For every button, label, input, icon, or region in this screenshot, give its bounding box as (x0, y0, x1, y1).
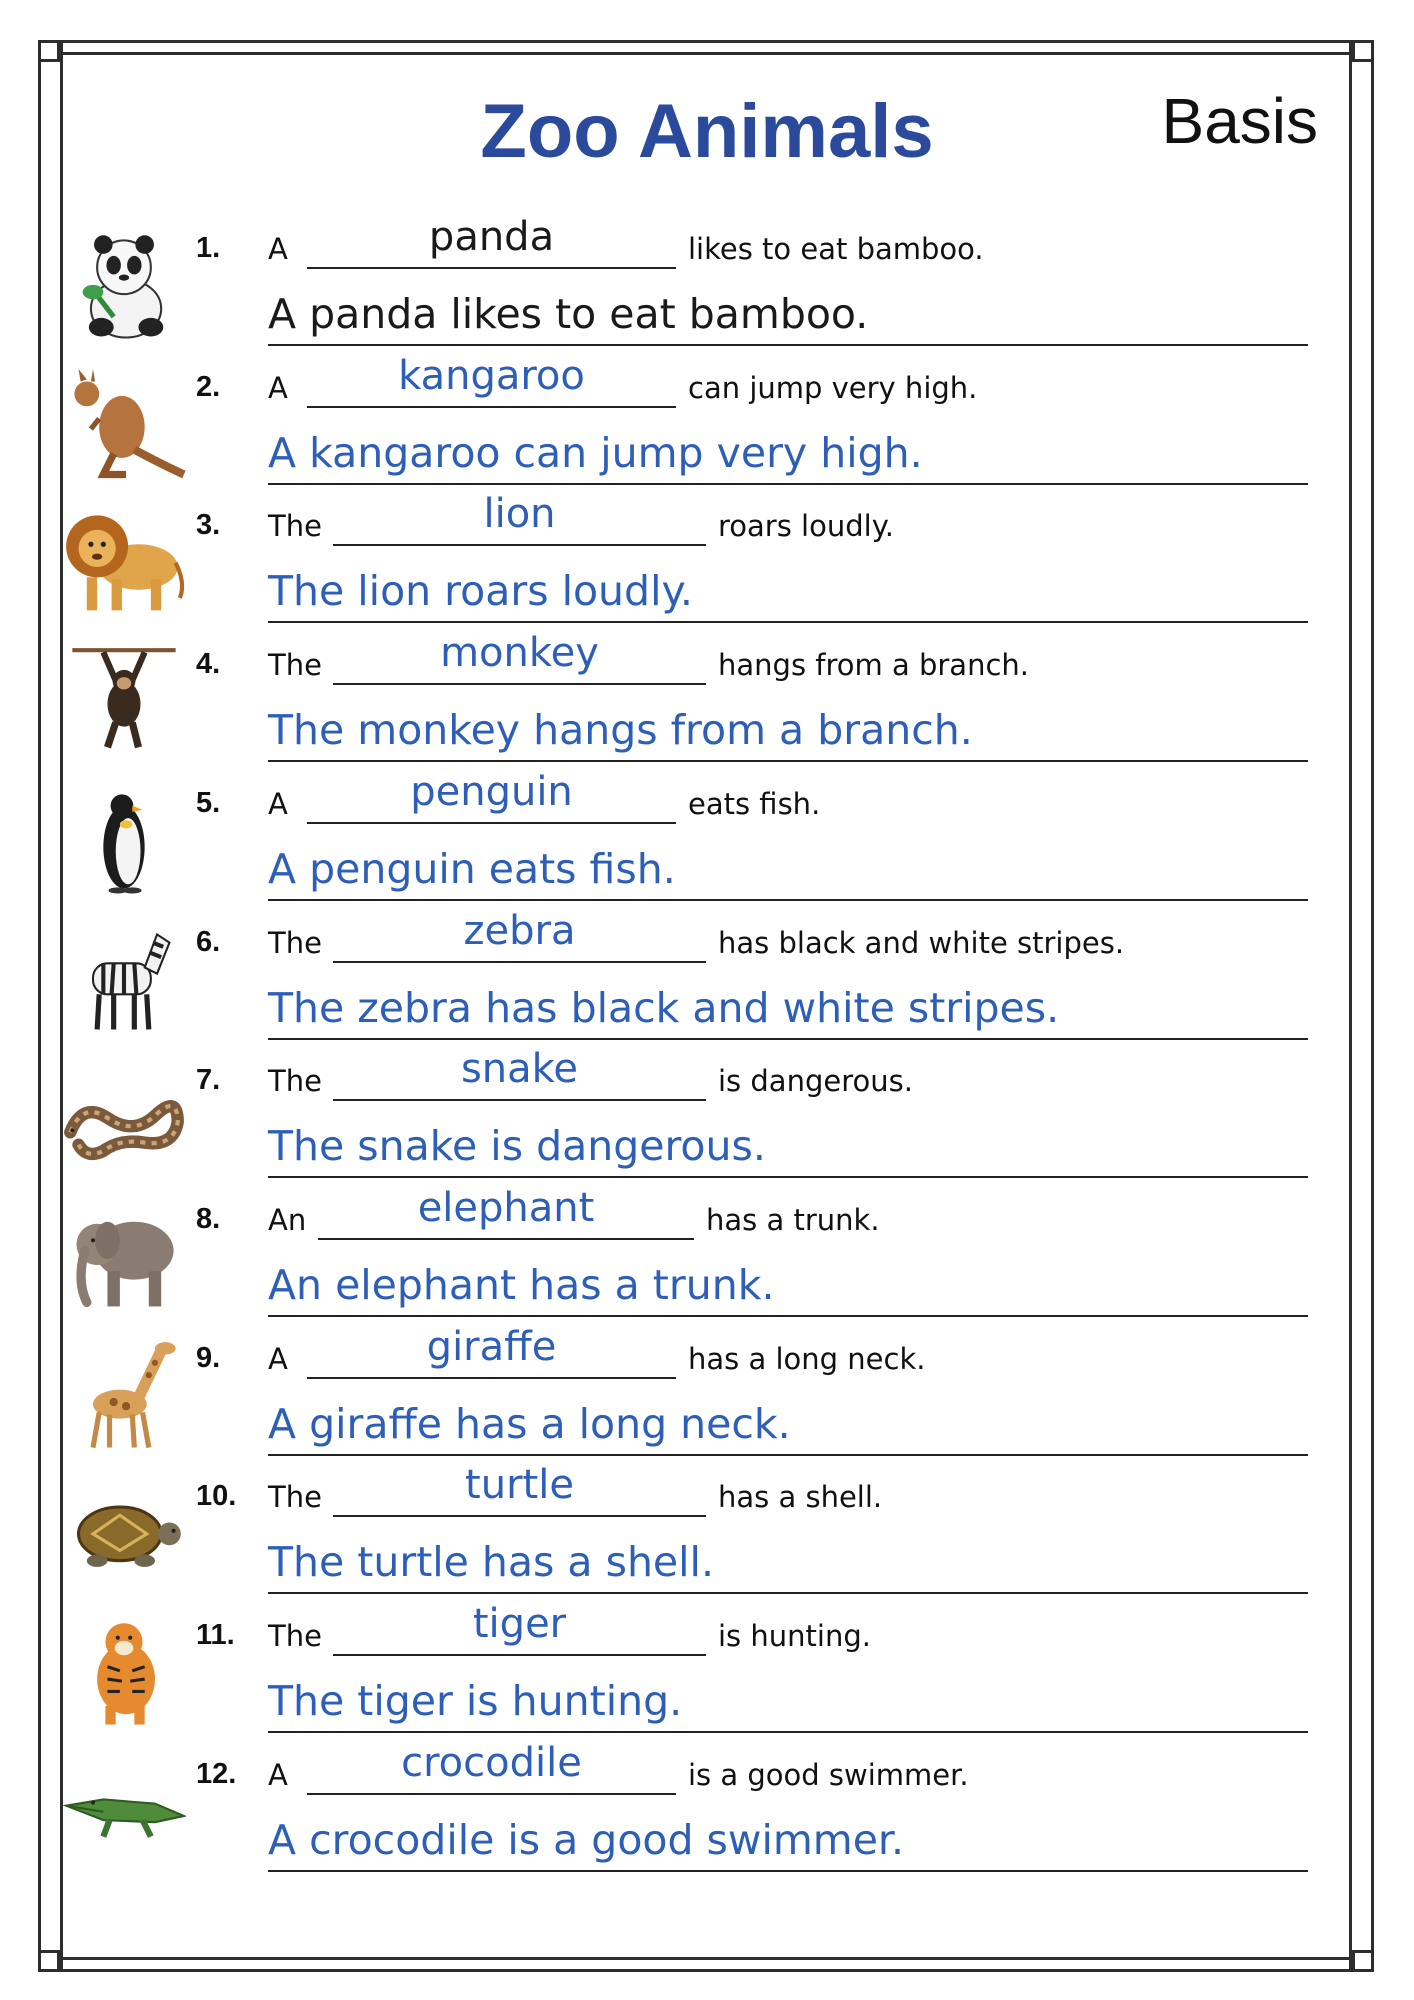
written-sentence: The tiger is hunting. (268, 1677, 683, 1725)
sentence-end: likes to eat bamboo. (688, 232, 984, 266)
exercise-row (0, 1181, 1414, 1319)
filled-answer: lion (483, 491, 556, 538)
sentence-start: An (268, 1202, 307, 1237)
exercise-row (0, 1597, 1414, 1735)
sentence-start: The (268, 648, 322, 683)
exercise-row (0, 765, 1414, 903)
sentence-start: A (268, 370, 288, 405)
sentence-end: is a good swimmer. (688, 1757, 969, 1792)
writing-line[interactable] (268, 1038, 1308, 1040)
lion-icon (62, 505, 186, 617)
monkey-icon (62, 644, 186, 756)
tiger-icon (62, 1615, 186, 1727)
sentence-start: The (268, 509, 322, 544)
filled-answer: zebra (463, 907, 576, 954)
writing-line[interactable] (268, 1870, 1308, 1872)
filled-answer: tiger (472, 1601, 567, 1647)
answer-blank[interactable] (333, 1099, 706, 1101)
item-number: 12. (196, 1757, 237, 1790)
written-sentence: The zebra has black and white stripes. (268, 983, 1060, 1032)
item-number: 2. (196, 370, 221, 403)
sentence-end: has a long neck. (688, 1341, 926, 1376)
writing-line[interactable] (268, 483, 1308, 485)
item-number: 4. (196, 648, 221, 681)
exercise-row (0, 904, 1414, 1042)
frame-corner (38, 40, 60, 62)
written-sentence: An elephant has a trunk. (268, 1260, 775, 1309)
item-number: 6. (196, 925, 221, 958)
item-number: 1. (196, 232, 221, 264)
sentence-end: has black and white stripes. (718, 925, 1125, 960)
answer-blank[interactable] (333, 1654, 706, 1656)
answer-blank[interactable] (307, 1793, 676, 1795)
answer-blank[interactable] (333, 1515, 706, 1517)
sentence-end: has a shell. (718, 1480, 883, 1515)
writing-line[interactable] (268, 760, 1308, 762)
item-number: 7. (196, 1064, 221, 1097)
answer-blank[interactable] (318, 1238, 694, 1240)
written-sentence: A giraffe has a long neck. (268, 1399, 791, 1448)
crocodile-icon (62, 1754, 186, 1866)
sentence-start: A (268, 786, 288, 821)
exercise-row (0, 1458, 1414, 1596)
frame-corner (38, 1950, 60, 1972)
item-number: 3. (196, 509, 221, 542)
exercise-row (0, 487, 1414, 625)
panda-icon (62, 228, 186, 340)
filled-answer: monkey (440, 630, 599, 677)
frame-corner (1352, 40, 1374, 62)
item-number: 8. (196, 1202, 221, 1235)
snake-icon (62, 1060, 186, 1172)
written-sentence: The turtle has a shell. (268, 1538, 714, 1587)
sentence-start: The (268, 1480, 322, 1515)
item-number: 11. (196, 1619, 235, 1651)
written-sentence: A penguin eats fish. (268, 844, 676, 893)
filled-answer: penguin (410, 768, 573, 815)
answer-blank[interactable] (307, 1377, 676, 1379)
elephant-icon (62, 1199, 186, 1311)
sentence-start: The (268, 925, 322, 960)
sentence-end: is dangerous. (718, 1064, 913, 1099)
filled-answer: snake (460, 1046, 579, 1093)
exercise-row (0, 1736, 1414, 1874)
filled-answer: elephant (417, 1184, 595, 1231)
answer-blank[interactable] (333, 961, 706, 963)
exercise-row (0, 1042, 1414, 1180)
penguin-icon (62, 783, 186, 895)
giraffe-icon (62, 1338, 186, 1450)
sentence-end: eats fish. (688, 786, 821, 821)
sentence-start: A (268, 1757, 288, 1792)
filled-answer: panda (428, 214, 555, 260)
item-number: 10. (196, 1480, 237, 1513)
written-sentence: A panda likes to eat bamboo. (268, 290, 869, 338)
exercise-row (0, 210, 1414, 348)
turtle-icon (62, 1476, 186, 1588)
filled-answer: giraffe (426, 1323, 557, 1370)
sentence-end: has a trunk. (706, 1202, 880, 1237)
sentence-end: can jump very high. (688, 370, 978, 405)
written-sentence: The lion roars loudly. (268, 567, 693, 616)
filled-answer: turtle (465, 1462, 574, 1509)
zebra-icon (62, 922, 186, 1034)
writing-line[interactable] (268, 899, 1308, 901)
written-sentence: A crocodile is a good swimmer. (268, 1815, 905, 1864)
sentence-end: is hunting. (718, 1619, 871, 1653)
exercise-row (0, 1320, 1414, 1458)
sentence-start: The (268, 1064, 322, 1099)
writing-line[interactable] (268, 344, 1308, 346)
item-number: 5. (196, 786, 221, 819)
writing-line[interactable] (268, 1731, 1308, 1733)
worksheet-title: Zoo Animals (480, 89, 934, 174)
answer-blank[interactable] (307, 822, 676, 824)
sentence-start: A (268, 232, 288, 266)
written-sentence: The monkey hangs from a branch. (268, 706, 973, 755)
filled-answer: kangaroo (398, 352, 585, 399)
writing-line[interactable] (268, 621, 1308, 623)
kangaroo-icon (62, 367, 186, 479)
written-sentence: The snake is dangerous. (268, 1122, 766, 1171)
sentence-start: The (268, 1619, 322, 1653)
sentence-end: roars loudly. (718, 509, 894, 544)
frame-corner (1352, 1950, 1374, 1972)
exercise-row (0, 349, 1414, 487)
writing-line[interactable] (268, 1176, 1308, 1178)
sentence-start: A (268, 1341, 288, 1376)
sentence-end: hangs from a branch. (718, 648, 1029, 683)
written-sentence: A kangaroo can jump very high. (268, 428, 923, 477)
filled-answer: crocodile (401, 1739, 582, 1786)
writing-line[interactable] (268, 1592, 1308, 1594)
writing-line[interactable] (268, 1454, 1308, 1456)
item-number: 9. (196, 1341, 221, 1374)
exercise-row (0, 626, 1414, 764)
answer-blank[interactable] (307, 406, 676, 408)
writing-line[interactable] (268, 1315, 1308, 1317)
answer-blank[interactable] (307, 267, 676, 269)
answer-blank[interactable] (333, 683, 706, 685)
answer-blank[interactable] (333, 544, 706, 546)
level-label: Basis (1161, 85, 1318, 157)
